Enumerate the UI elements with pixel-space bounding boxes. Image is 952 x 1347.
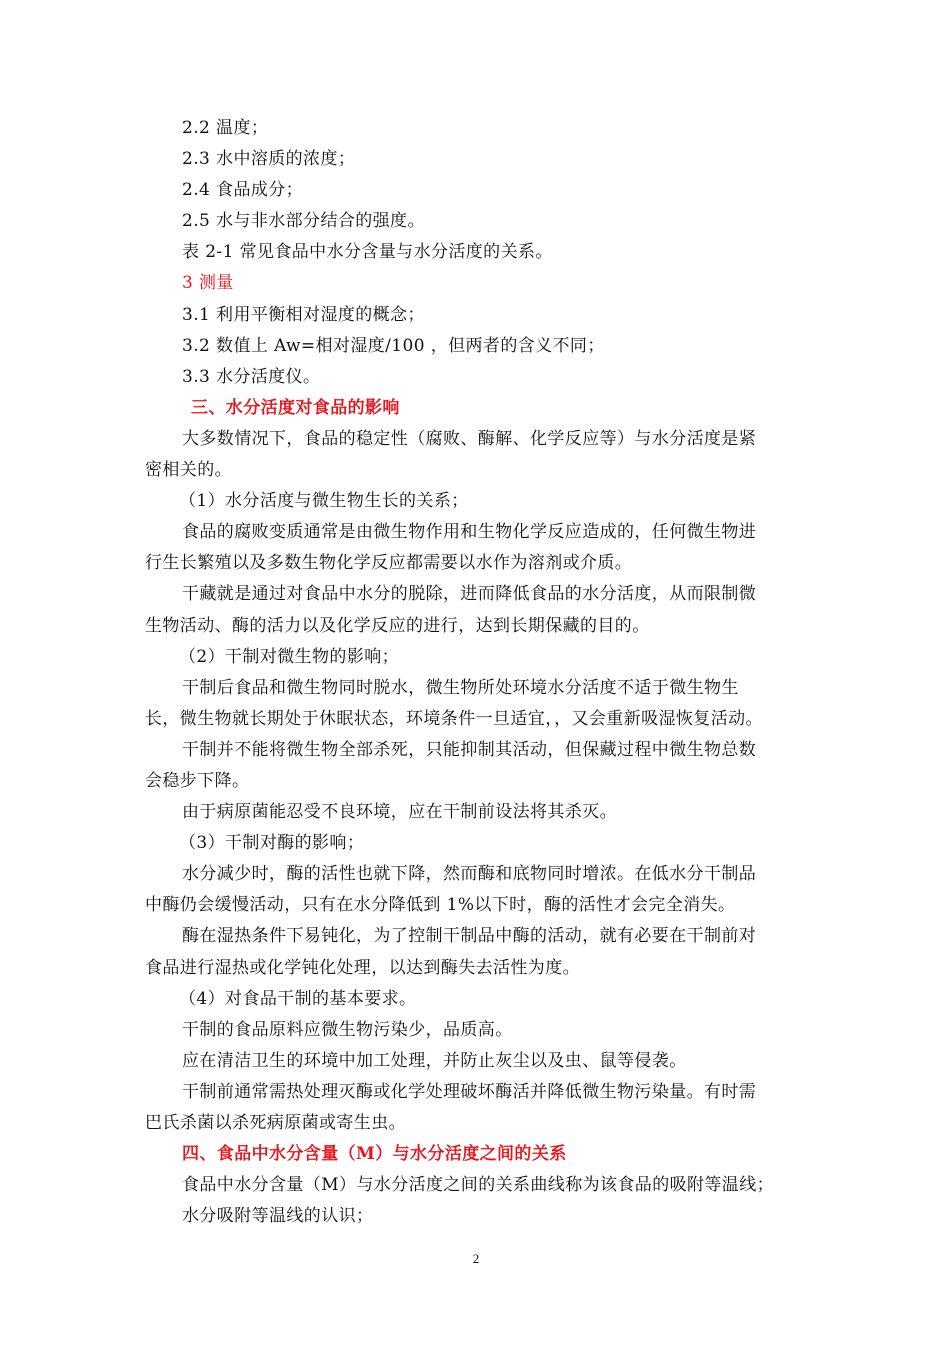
paragraph-line: 干制的食品原料应微生物污染少，品质高。 (182, 1019, 513, 1040)
paragraph-line: 行生长繁殖以及多数生物化学反应都需要以水作为溶剂或介质。 (145, 553, 633, 574)
paragraph-line: 长，微生物就长期处于休眠状态，环境条件一旦适宜，，又会重新吸湿恢复活动。 (145, 708, 763, 729)
paragraph-line: 食品进行湿热或化学钝化处理，以达到酶失去活性为度。 (145, 957, 580, 978)
paragraph-line: 水分吸附等温线的认识； (182, 1206, 374, 1227)
list-item-heading: （4）对食品干制的基本要求。 (179, 988, 417, 1009)
subsection-2-2: 2.2 温度； (182, 118, 269, 138)
subsection-2-3: 2.3 水中溶质的浓度； (182, 149, 356, 170)
paragraph-line: 酶在湿热条件下易钝化，为了控制干制品中酶的活动，就有必要在干制前对 (182, 926, 757, 947)
paragraph-line: 干制后食品和微生物同时脱水，微生物所处环境水分活度不适于微生物生 (182, 677, 739, 698)
chapter-heading-4: 四、食品中水分含量（M）与水分活度之间的关系 (182, 1144, 567, 1165)
paragraph-line: 水分减少时，酶的活性也就下降，然而酶和底物同时增浓。在低水分干制品 (182, 864, 757, 885)
paragraph-line: 巴氏杀菌以杀死病原菌或寄生虫。 (145, 1113, 406, 1133)
section-heading-measurement: 3 测量 (182, 273, 234, 294)
subsection-3-2: 3.2 数值上 Aw=相对湿度/100 ，但两者的含义不同； (182, 335, 605, 356)
paragraph-line: 干制并不能将微生物全部杀死，只能抑制其活动，但保藏过程中微生物总数 (182, 739, 757, 760)
subsection-2-5: 2.5 水与非水部分结合的强度。 (182, 211, 425, 232)
subsection-2-4: 2.4 食品成分； (182, 180, 304, 201)
paragraph-line: 食品中水分含量（M）与水分活度之间的关系曲线称为该食品的吸附等温线； (182, 1175, 775, 1196)
paragraph-line: 会稳步下降。 (145, 770, 250, 791)
list-item-heading: （3）干制对酶的影响； (179, 833, 365, 854)
page-number: 2 (472, 1251, 480, 1266)
list-item-heading: （2）干制对微生物的影响； (179, 646, 400, 667)
paragraph-line: 密相关的。 (145, 460, 232, 481)
subsection-3-3: 3.3 水分活度仪。 (182, 366, 321, 387)
paragraph-line: 中酶仍会缓慢活动，只有在水分降低到 1%以下时，酶的活性才会完全消失。 (145, 895, 736, 916)
paragraph-line: 应在清洁卫生的环境中加工处理，并防止灰尘以及虫、鼠等侵袭。 (182, 1050, 687, 1071)
page-body (145, 113, 813, 1232)
paragraph-line: 干制前通常需热处理灭酶或化学处理破坏酶活并降低微生物污染量。有时需 (182, 1081, 757, 1102)
paragraph-line: 食品的腐败变质通常是由微生物作用和生物化学反应造成的，任何微生物进 (182, 522, 757, 543)
list-item-heading: （1）水分活度与微生物生长的关系； (179, 491, 469, 512)
chapter-heading-3: 三、水分活度对食品的影响 (191, 397, 400, 418)
paragraph-line: 大多数情况下，食品的稳定性（腐败、酶解、化学反应等）与水分活度是紧 (182, 428, 757, 449)
paragraph-line: 由于病原菌能忍受不良环境，应在干制前设法将其杀灭。 (182, 802, 617, 823)
subsection-3-1: 3.1 利用平衡相对湿度的概念； (182, 304, 425, 325)
paragraph-line: 干藏就是通过对食品中水分的脱除，进而降低食品的水分活度，从而限制微 (182, 584, 757, 605)
table-reference: 表 2-1 常见食品中水分含量与水分活度的关系。 (182, 242, 553, 263)
paragraph-line: 生物活动、酶的活力以及化学反应的进行，达到长期保藏的目的。 (145, 615, 650, 636)
